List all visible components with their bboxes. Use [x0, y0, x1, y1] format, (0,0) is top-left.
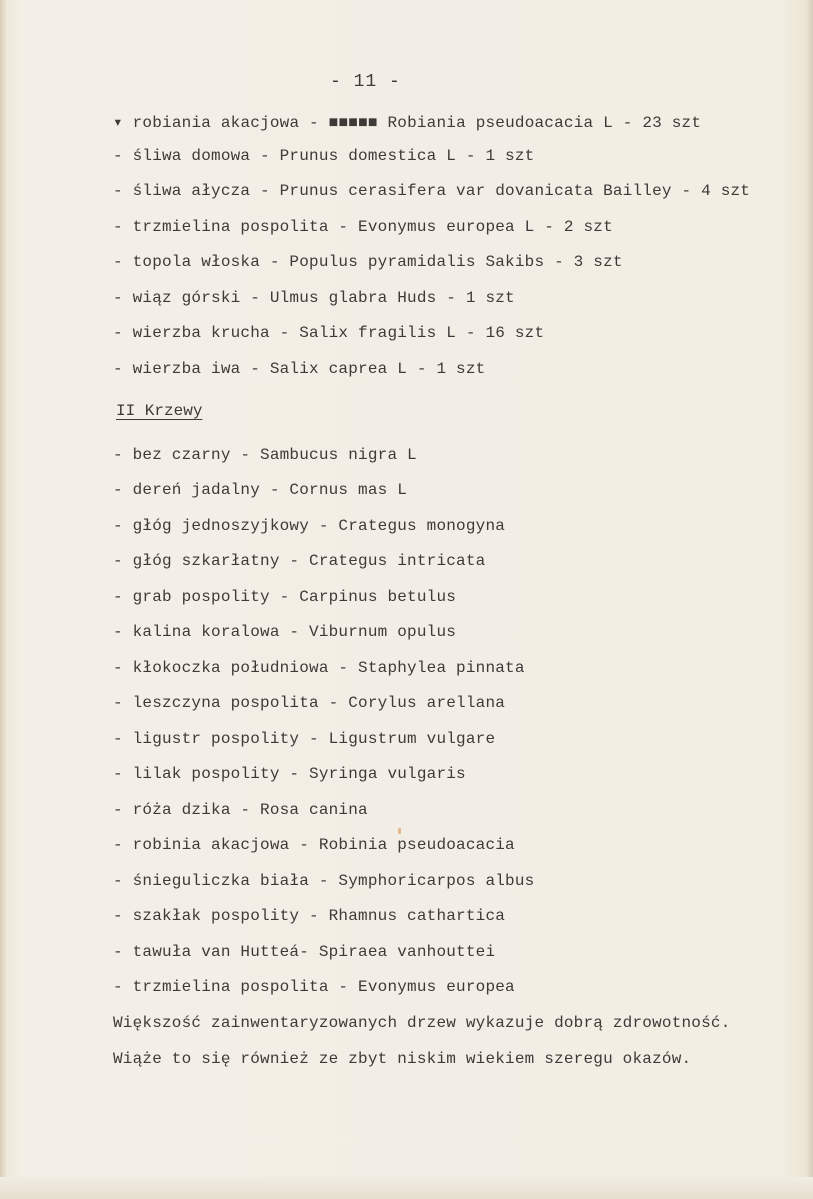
shrub-item: - leszczyna pospolita - Corylus arellana — [113, 694, 506, 712]
shrub-item: - bez czarny - Sambucus nigra L — [113, 446, 417, 464]
shrub-item: - lilak pospolity - Syringa vulgaris — [113, 765, 466, 783]
section-heading-shrubs: II Krzewy — [116, 402, 203, 420]
shrub-item: - tawuła van Hutteá- Spiraea vanhouttei — [113, 943, 496, 961]
shrub-item: - robinia akacjowa - Robinia pseudoacacia — [113, 836, 515, 854]
shrub-item: - głóg szkarłatny - Crategus intricata — [113, 552, 486, 570]
tree-item: - śliwa ałycza - Prunus cerasifera var dovanicata Bailley - 4 szt — [113, 182, 751, 200]
shrub-item: - szakłak pospolity - Rhamnus cathartica — [113, 907, 506, 925]
shrub-item: - śnieguliczka biała - Symphoricarpos albus — [113, 872, 535, 890]
shrub-item: - kalina koralowa - Viburnum opulus — [113, 623, 457, 641]
conclusion-line: Większość zainwentaryzowanych drzew wykazuje dobrą zdrowotność. — [113, 1014, 731, 1032]
tree-item: - wiąz górski - Ulmus glabra Huds - 1 szt — [113, 289, 515, 307]
tree-item: - topola włoska - Populus pyramidalis Sakibs - 3 szt — [113, 253, 623, 271]
shrub-item: - ligustr pospolity - Ligustrum vulgare — [113, 730, 496, 748]
shrub-item: - róża dzika - Rosa canina — [113, 801, 368, 819]
shrub-item: - dereń jadalny - Cornus mas L — [113, 481, 408, 499]
ink-mark — [398, 828, 401, 834]
page-number: - 11 - — [330, 72, 401, 92]
tree-item: ▾ robiania akacjowa - ■■■■■ Robiania pseudoacacia L - 23 szt — [113, 114, 702, 132]
conclusion-line: Wiąże to się również ze zbyt niskim wiekiem szeregu okazów. — [113, 1050, 692, 1068]
tree-item: - wierzba iwa - Salix caprea L - 1 szt — [113, 360, 486, 378]
shrub-item: - trzmielina pospolita - Evonymus europea — [113, 978, 515, 996]
tree-item: - śliwa domowa - Prunus domestica L - 1 szt — [113, 147, 535, 165]
paper-left-edge — [0, 0, 6, 1199]
shrub-item: - głóg jednoszyjkowy - Crategus monogyna — [113, 517, 506, 535]
paper-bottom-edge — [0, 1177, 813, 1199]
shrub-item: - kłokoczka południowa - Staphylea pinnata — [113, 659, 525, 677]
tree-item: - trzmielina pospolita - Evonymus europea L - 2 szt — [113, 218, 613, 236]
tree-item: - wierzba krucha - Salix fragilis L - 16 szt — [113, 324, 545, 342]
paper-right-edge — [806, 0, 813, 1199]
shrub-item: - grab pospolity - Carpinus betulus — [113, 588, 457, 606]
